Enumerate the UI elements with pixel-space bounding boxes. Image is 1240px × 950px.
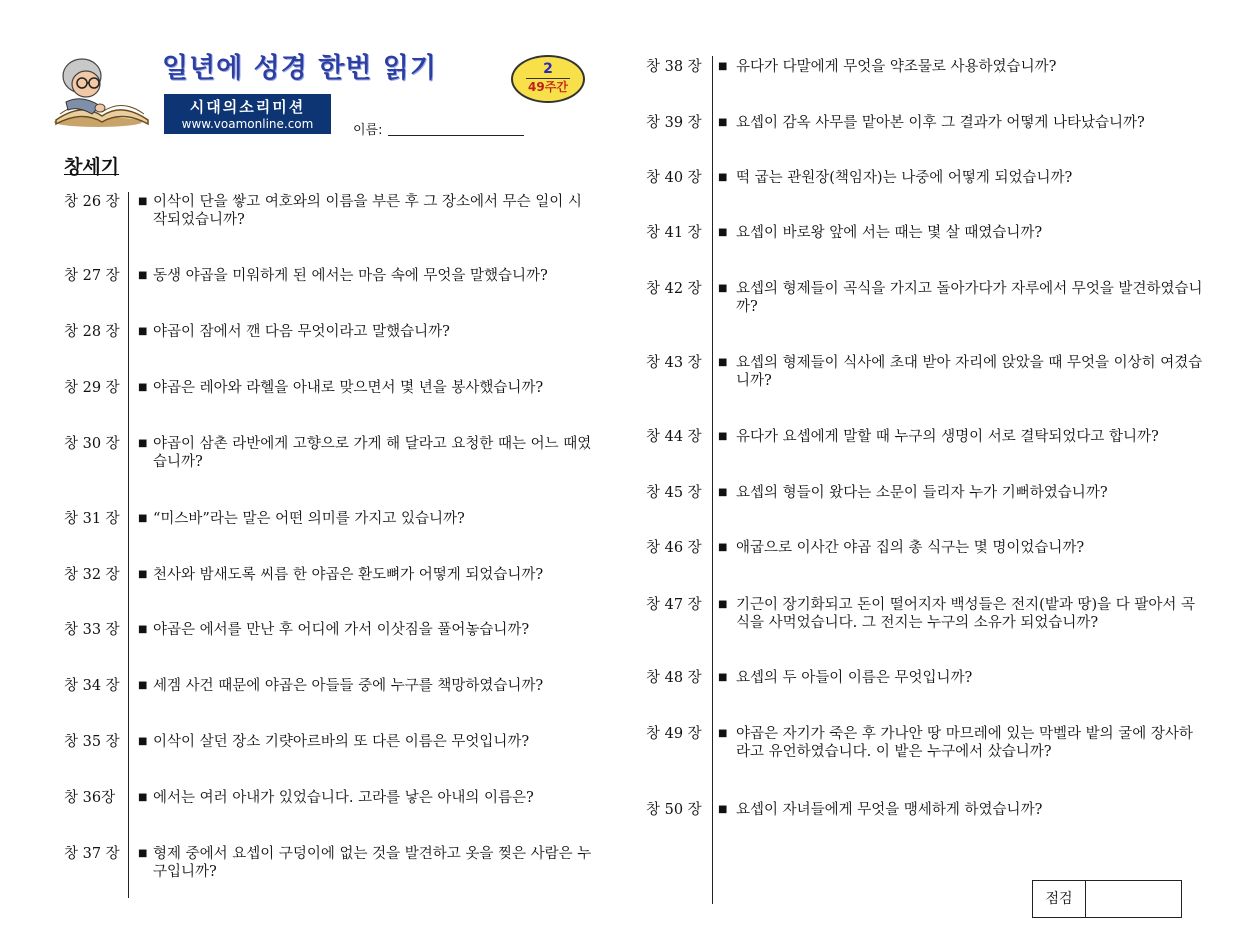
bullet-icon: ■ bbox=[138, 513, 148, 524]
page-title: 일년에 성경 한번 읽기 bbox=[162, 53, 437, 84]
question-item bbox=[646, 801, 1206, 841]
question-text: 세겜 사건 때문에 야곱은 아들들 중에 누구를 책망하였습니까? bbox=[153, 678, 544, 694]
chapter-label: 창 27 장 bbox=[64, 268, 120, 284]
bullet-icon: ■ bbox=[718, 61, 728, 72]
bullet-icon: ■ bbox=[718, 804, 728, 815]
chapter-label: 창 34 장 bbox=[64, 678, 120, 694]
question-item bbox=[64, 267, 593, 307]
chapter-label: 창 33 장 bbox=[64, 622, 120, 638]
chapter-label: 창 42 장 bbox=[646, 281, 702, 297]
question-text: 요셉의 형제들이 곡식을 가지고 돌아가다가 자루에서 무엇을 발견하였습니까? bbox=[736, 281, 1203, 315]
question-text: 요셉이 감옥 사무를 맡아본 이후 그 결과가 어떻게 나타났습니까? bbox=[736, 115, 1145, 131]
chapter-label: 창 32 장 bbox=[64, 567, 120, 583]
question-text: 야곱이 잠에서 깬 다음 무엇이라고 말했습니까? bbox=[153, 324, 450, 340]
chapter-label: 창 38 장 bbox=[646, 59, 702, 75]
check-box bbox=[1032, 880, 1182, 918]
check-label: 점검 bbox=[1033, 881, 1086, 917]
question-item bbox=[64, 435, 593, 475]
question-text: 요셉의 두 아들이 이름은 무엇입니까? bbox=[736, 670, 973, 686]
bullet-icon: ■ bbox=[718, 172, 728, 183]
chapter-label: 창 28 장 bbox=[64, 324, 120, 340]
question-item bbox=[64, 789, 593, 829]
question-text: 이삭이 살던 장소 기럇아르바의 또 다른 이름은 무엇입니까? bbox=[153, 734, 530, 750]
question-item bbox=[64, 845, 593, 885]
question-text: 요셉이 자녀들에게 무엇을 맹세하게 하였습니까? bbox=[736, 802, 1043, 818]
question-item bbox=[64, 621, 593, 661]
chapter-label: 창 50 장 bbox=[646, 802, 702, 818]
bullet-icon: ■ bbox=[138, 382, 148, 393]
question-item bbox=[64, 677, 593, 717]
question-text: 에서는 여러 아내가 있었습니다. 고라를 낳은 아내의 이름은? bbox=[153, 790, 534, 806]
question-text: 야곱은 자기가 죽은 후 가나안 땅 마므레에 있는 막벨라 밭의 굴에 장사하라고 유언하였습니다. 이 밭은 누구에서 샀습니까? bbox=[736, 726, 1193, 760]
bullet-icon: ■ bbox=[138, 326, 148, 337]
chapter-label: 창 39 장 bbox=[646, 115, 702, 131]
chapter-label: 창 47 장 bbox=[646, 597, 702, 613]
book-title: 창세기 bbox=[64, 156, 120, 178]
question-text: 기근이 장기화되고 돈이 떨어지자 백성들은 전지(밭과 땅)을 다 팔아서 곡식을 사먹었습니다. 그 전지는 누구의 소유가 되었습니까? bbox=[736, 597, 1195, 631]
reading-person-icon bbox=[52, 50, 152, 128]
bullet-icon: ■ bbox=[718, 672, 728, 683]
chapter-label: 창 29 장 bbox=[64, 380, 120, 396]
question-item bbox=[646, 669, 1206, 709]
bullet-icon: ■ bbox=[718, 117, 728, 128]
chapter-label: 창 49 장 bbox=[646, 726, 702, 742]
question-text: “미스바”라는 말은 어떤 의미를 가지고 있습니까? bbox=[153, 511, 465, 527]
question-text: 야곱이 삼촌 라반에게 고향으로 가게 해 달라고 요청한 때는 어느 때였습니까? bbox=[153, 436, 592, 470]
question-item bbox=[646, 224, 1206, 264]
week-number: 2 bbox=[543, 61, 553, 77]
question-item bbox=[64, 566, 593, 606]
bullet-icon: ■ bbox=[718, 542, 728, 553]
bullet-icon: ■ bbox=[718, 431, 728, 442]
chapter-label: 창 26 장 bbox=[64, 194, 120, 210]
bullet-icon: ■ bbox=[718, 728, 728, 739]
week-badge bbox=[511, 55, 585, 103]
brand-logo bbox=[164, 94, 331, 134]
question-text: 이삭이 단을 쌓고 여호와의 이름을 부른 후 그 장소에서 무슨 일이 시작되었습니까? bbox=[153, 194, 582, 228]
question-item bbox=[646, 539, 1206, 579]
chapter-label: 창 30 장 bbox=[64, 436, 120, 452]
name-label: 이름: bbox=[353, 123, 383, 138]
name-field-line[interactable] bbox=[388, 135, 524, 136]
brand-name: 시대의소리미션 bbox=[189, 98, 306, 116]
question-item bbox=[64, 510, 593, 550]
bullet-icon: ■ bbox=[138, 569, 148, 580]
bullet-icon: ■ bbox=[718, 487, 728, 498]
question-item bbox=[646, 58, 1206, 98]
question-item bbox=[646, 596, 1206, 636]
bullet-icon: ■ bbox=[138, 792, 148, 803]
chapter-label: 창 31 장 bbox=[64, 511, 120, 527]
question-text: 떡 굽는 관원장(책임자)는 나중에 어떻게 되었습니까? bbox=[736, 170, 1073, 186]
bullet-icon: ■ bbox=[718, 283, 728, 294]
question-text: 야곱은 레아와 라헬을 아내로 맞으면서 몇 년을 봉사했습니까? bbox=[153, 380, 544, 396]
bullet-icon: ■ bbox=[138, 848, 148, 859]
question-text: 동생 야곱을 미워하게 된 에서는 마음 속에 무엇을 말했습니까? bbox=[153, 268, 548, 284]
chapter-label: 창 41 장 bbox=[646, 225, 702, 241]
bullet-icon: ■ bbox=[718, 227, 728, 238]
chapter-label: 창 45 장 bbox=[646, 485, 702, 501]
bullet-icon: ■ bbox=[138, 438, 148, 449]
chapter-label: 창 36장 bbox=[64, 790, 116, 806]
question-text: 천사와 밤새도록 씨름 한 야곱은 환도뼈가 어떻게 되었습니까? bbox=[153, 567, 544, 583]
chapter-label: 창 46 장 bbox=[646, 540, 702, 556]
bullet-icon: ■ bbox=[138, 196, 148, 207]
question-text: 요셉이 바로왕 앞에 서는 때는 몇 살 때였습니까? bbox=[736, 225, 1043, 241]
question-item bbox=[64, 379, 593, 419]
week-label: 49주간 bbox=[528, 80, 568, 94]
question-text: 요셉의 형제들이 식사에 초대 받아 자리에 앉았을 때 무엇을 이상히 여겼습니까? bbox=[736, 355, 1203, 389]
bullet-icon: ■ bbox=[718, 599, 728, 610]
brand-url: www.voamonline.com bbox=[181, 117, 314, 131]
chapter-label: 창 43 장 bbox=[646, 355, 702, 371]
question-text: 형제 중에서 요셉이 구덩이에 없는 것을 발견하고 옷을 찢은 사람은 누구입니까? bbox=[153, 846, 592, 880]
question-text: 유다가 요셉에게 말할 때 누구의 생명이 서로 결탁되었다고 합니까? bbox=[736, 429, 1159, 445]
question-text: 유다가 다말에게 무엇을 약조물로 사용하였습니까? bbox=[736, 59, 1057, 75]
question-item bbox=[646, 280, 1206, 320]
chapter-label: 창 48 장 bbox=[646, 670, 702, 686]
chapter-label: 창 40 장 bbox=[646, 170, 702, 186]
bullet-icon: ■ bbox=[138, 680, 148, 691]
bullet-icon: ■ bbox=[138, 270, 148, 281]
question-text: 요셉의 형들이 왔다는 소문이 들리자 누가 기뻐하였습니까? bbox=[736, 485, 1108, 501]
chapter-label: 창 35 장 bbox=[64, 734, 120, 750]
bullet-icon: ■ bbox=[138, 624, 148, 635]
question-item bbox=[646, 169, 1206, 209]
question-item bbox=[646, 725, 1206, 765]
question-item bbox=[64, 193, 593, 233]
bullet-icon: ■ bbox=[718, 357, 728, 368]
question-text: 애굽으로 이사간 야곱 집의 총 식구는 몇 명이었습니까? bbox=[736, 540, 1085, 556]
chapter-label: 창 37 장 bbox=[64, 846, 120, 862]
question-item bbox=[646, 484, 1206, 524]
question-item bbox=[646, 428, 1206, 468]
question-item bbox=[646, 114, 1206, 154]
chapter-label: 창 44 장 bbox=[646, 429, 702, 445]
question-item bbox=[64, 323, 593, 363]
question-item bbox=[64, 733, 593, 773]
bullet-icon: ■ bbox=[138, 736, 148, 747]
question-text: 야곱은 에서를 만난 후 어디에 가서 이삿짐을 풀어놓습니까? bbox=[153, 622, 530, 638]
question-item bbox=[646, 354, 1206, 394]
